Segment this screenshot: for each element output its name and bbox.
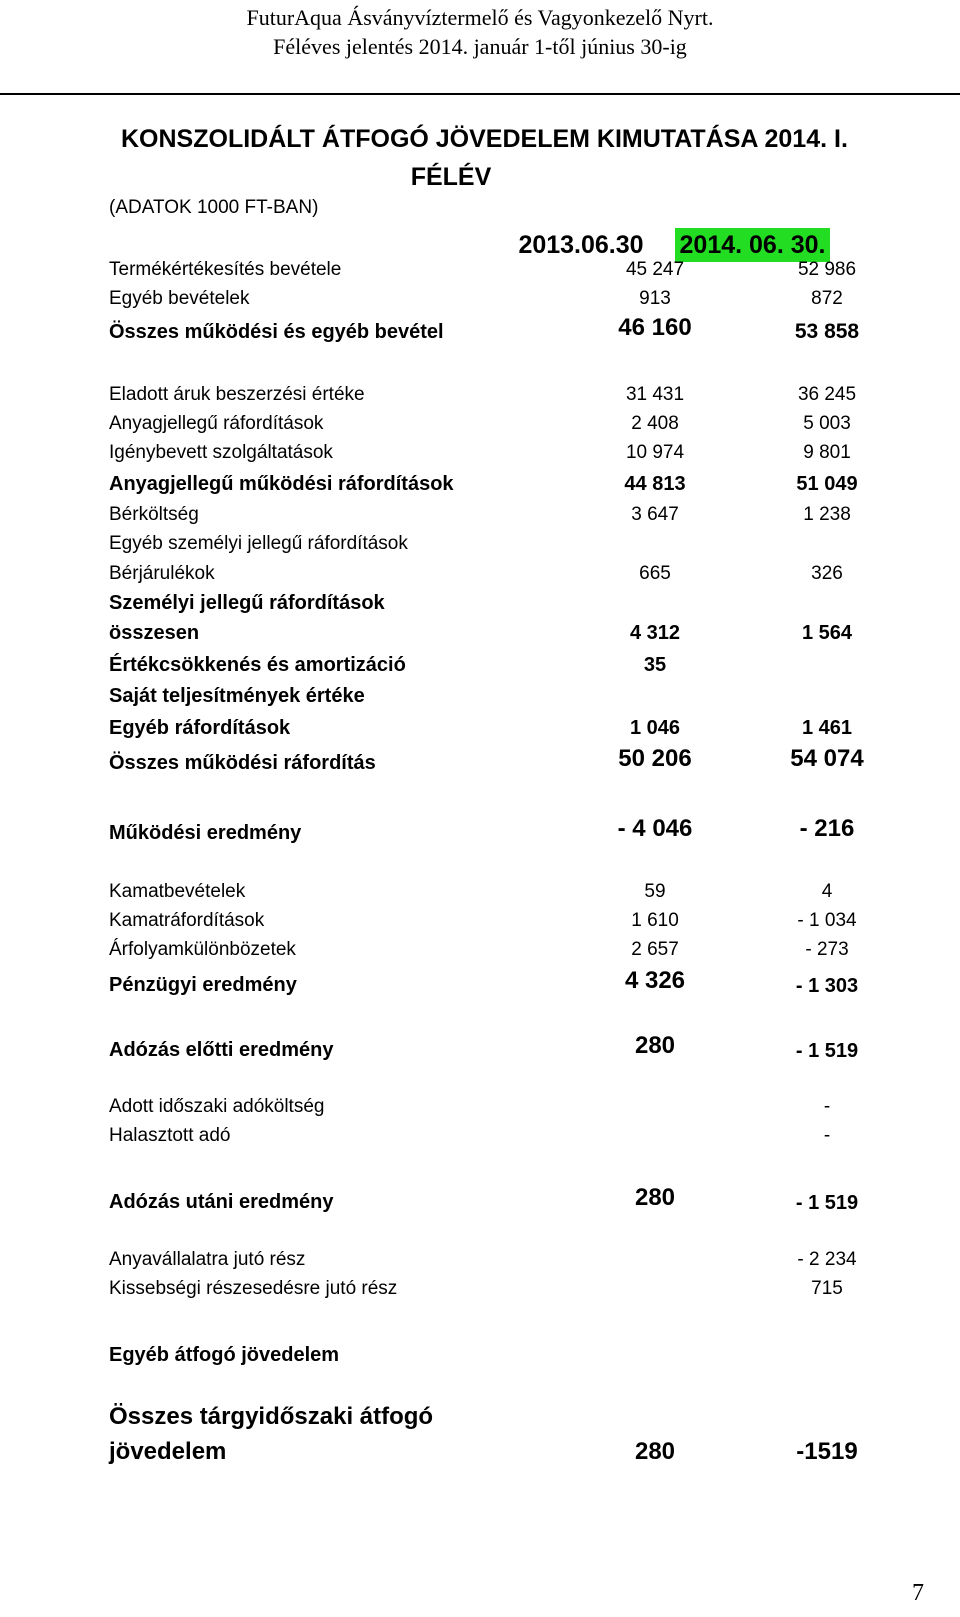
value-2013: 280 [634,1438,676,1465]
statement-title: KONSZOLIDÁLT ÁTFOGÓ JÖVEDELEM KIMUTATÁSA 2014. I. [121,125,848,153]
value-2013: 59 [644,881,666,902]
value-2014: - 1 303 [795,975,859,997]
table-row [109,529,809,559]
value-2014: 4 [821,881,833,902]
row-label: Egyéb bevételek [109,288,250,309]
value-2014: - [823,1125,831,1146]
value-2014: 1 564 [801,622,853,644]
value-2014: - 2 234 [797,1249,857,1270]
row-label: Bérjárulékok [109,563,215,584]
table-row [109,500,851,530]
table-row [109,618,853,648]
value-2014: 9 801 [803,442,851,463]
statement-title-cont: FÉLÉV [410,163,492,191]
row-label: Eladott áruk beszerzési értéke [109,384,365,405]
table-row [109,906,857,936]
value-2013: 913 [639,288,671,309]
table-row [109,1400,809,1436]
table-row [109,1183,859,1214]
row-label: Árfolyamkülönbözetek [109,939,296,960]
column-header-2013: 2013.06.30 [518,231,644,259]
row-label: Halasztott adó [109,1125,231,1146]
table-row [109,713,853,743]
value-2014: 54 074 [790,745,864,772]
value-2013: - 4 046 [617,815,693,842]
value-2013: 665 [639,563,671,584]
value-2013: 1 610 [631,910,679,931]
row-label: Anyagjellegű ráfordítások [109,413,324,434]
table-row [109,650,809,680]
row-label: Összes tárgyidőszaki átfogó [109,1403,434,1430]
value-2013: 50 206 [618,745,692,772]
unit-note: (ADATOK 1000 FT-BAN) [109,197,319,218]
table-row [109,313,860,343]
table-row [109,966,859,997]
table-row [109,1121,831,1151]
value-2014: 36 245 [797,384,857,405]
value-2014: 872 [811,288,843,309]
row-label: Anyagjellegű működési ráfordítások [109,473,454,495]
row-label: Bérköltség [109,504,199,525]
value-2014: - 1 034 [797,910,857,931]
value-2013: 10 974 [625,442,685,463]
table-row [109,438,851,468]
value-2013: 4 312 [629,622,681,644]
page-header [0,0,960,95]
value-2014: 715 [811,1278,843,1299]
value-2013: 3 647 [631,504,679,525]
table-row [109,1031,859,1062]
value-2014: - 273 [805,939,849,960]
value-2014: 5 003 [803,413,851,434]
value-2013: 4 326 [624,967,686,994]
table-row [109,559,843,589]
table-row [109,1245,857,1275]
value-2014: 326 [811,563,843,584]
value-2014: 1 461 [801,717,853,739]
value-2013: 280 [634,1184,676,1211]
value-2013: 2 657 [631,939,679,960]
value-2013: 45 247 [625,259,685,280]
value-2014: - [823,1096,831,1117]
table-row [109,1092,831,1122]
value-2014: 51 049 [796,473,858,495]
table-row [109,1340,809,1370]
row-label: Adózás előtti eredmény [109,1039,334,1061]
column-header-2014: 2014. 06. 30. [675,228,830,262]
table-row [109,255,857,285]
row-label: Kamatráfordítások [109,910,265,931]
value-2013: 35 [643,654,667,676]
row-label: Igénybevett szolgáltatások [109,442,333,463]
row-label: Értékcsökkenés és amortizáció [109,654,406,676]
value-2014: - 216 [799,815,855,842]
value-2014: - 1 519 [795,1192,859,1214]
row-label: Összes működési ráfordítás [109,752,376,774]
table-row [109,935,849,965]
row-label: Kamatbevételek [109,881,246,902]
row-label: Pénzügyi eredmény [109,974,297,996]
report-period: Féléves jelentés 2014. január 1-től június 30-ig [273,34,687,59]
value-2014: 52 986 [797,259,857,280]
table-row [109,814,855,844]
value-2014: 53 858 [794,320,860,343]
row-label: Személyi jellegű ráfordítások [109,592,385,614]
table-row [109,877,833,907]
value-2014: 1 238 [803,504,851,525]
value-2013: 46 160 [618,314,692,341]
value-2013: 280 [634,1032,676,1059]
row-label: összesen [109,622,200,644]
row-label: Termékértékesítés bevétele [109,259,342,280]
row-label: Anyavállalatra jutó rész [109,1249,306,1270]
row-label: Működési eredmény [109,822,302,844]
value-2014: - 1 519 [795,1040,859,1062]
table-row [109,681,809,711]
row-label: Egyéb személyi jellegű ráfordítások [109,533,408,554]
row-label: Adózás utáni eredmény [109,1191,334,1213]
value-2013: 2 408 [631,413,679,434]
row-label: Adott időszaki adóköltség [109,1096,325,1117]
table-row [109,284,843,314]
row-label: Saját teljesítmények értéke [109,685,365,707]
value-2013: 31 431 [625,384,685,405]
page-number: 7 [912,1580,924,1606]
table-row [109,1274,843,1304]
value-2013: 1 046 [629,717,681,739]
table-row [109,380,857,410]
row-label: Egyéb átfogó jövedelem [109,1344,340,1366]
value-2014: -1519 [796,1438,858,1465]
table-row [109,1435,858,1471]
table-row [109,744,864,774]
table-row [109,469,858,499]
table-row [109,588,809,618]
row-label: Kissebségi részesedésre jutó rész [109,1278,398,1299]
row-label: Összes működési és egyéb bevétel [109,321,444,343]
value-2013: 44 813 [624,473,686,495]
row-label: Egyéb ráfordítások [109,717,291,739]
row-label: jövedelem [109,1438,227,1465]
table-row [109,409,851,439]
company-name: FuturAqua Ásványvíztermelő és Vagyonkezelő Nyrt. [246,5,714,30]
